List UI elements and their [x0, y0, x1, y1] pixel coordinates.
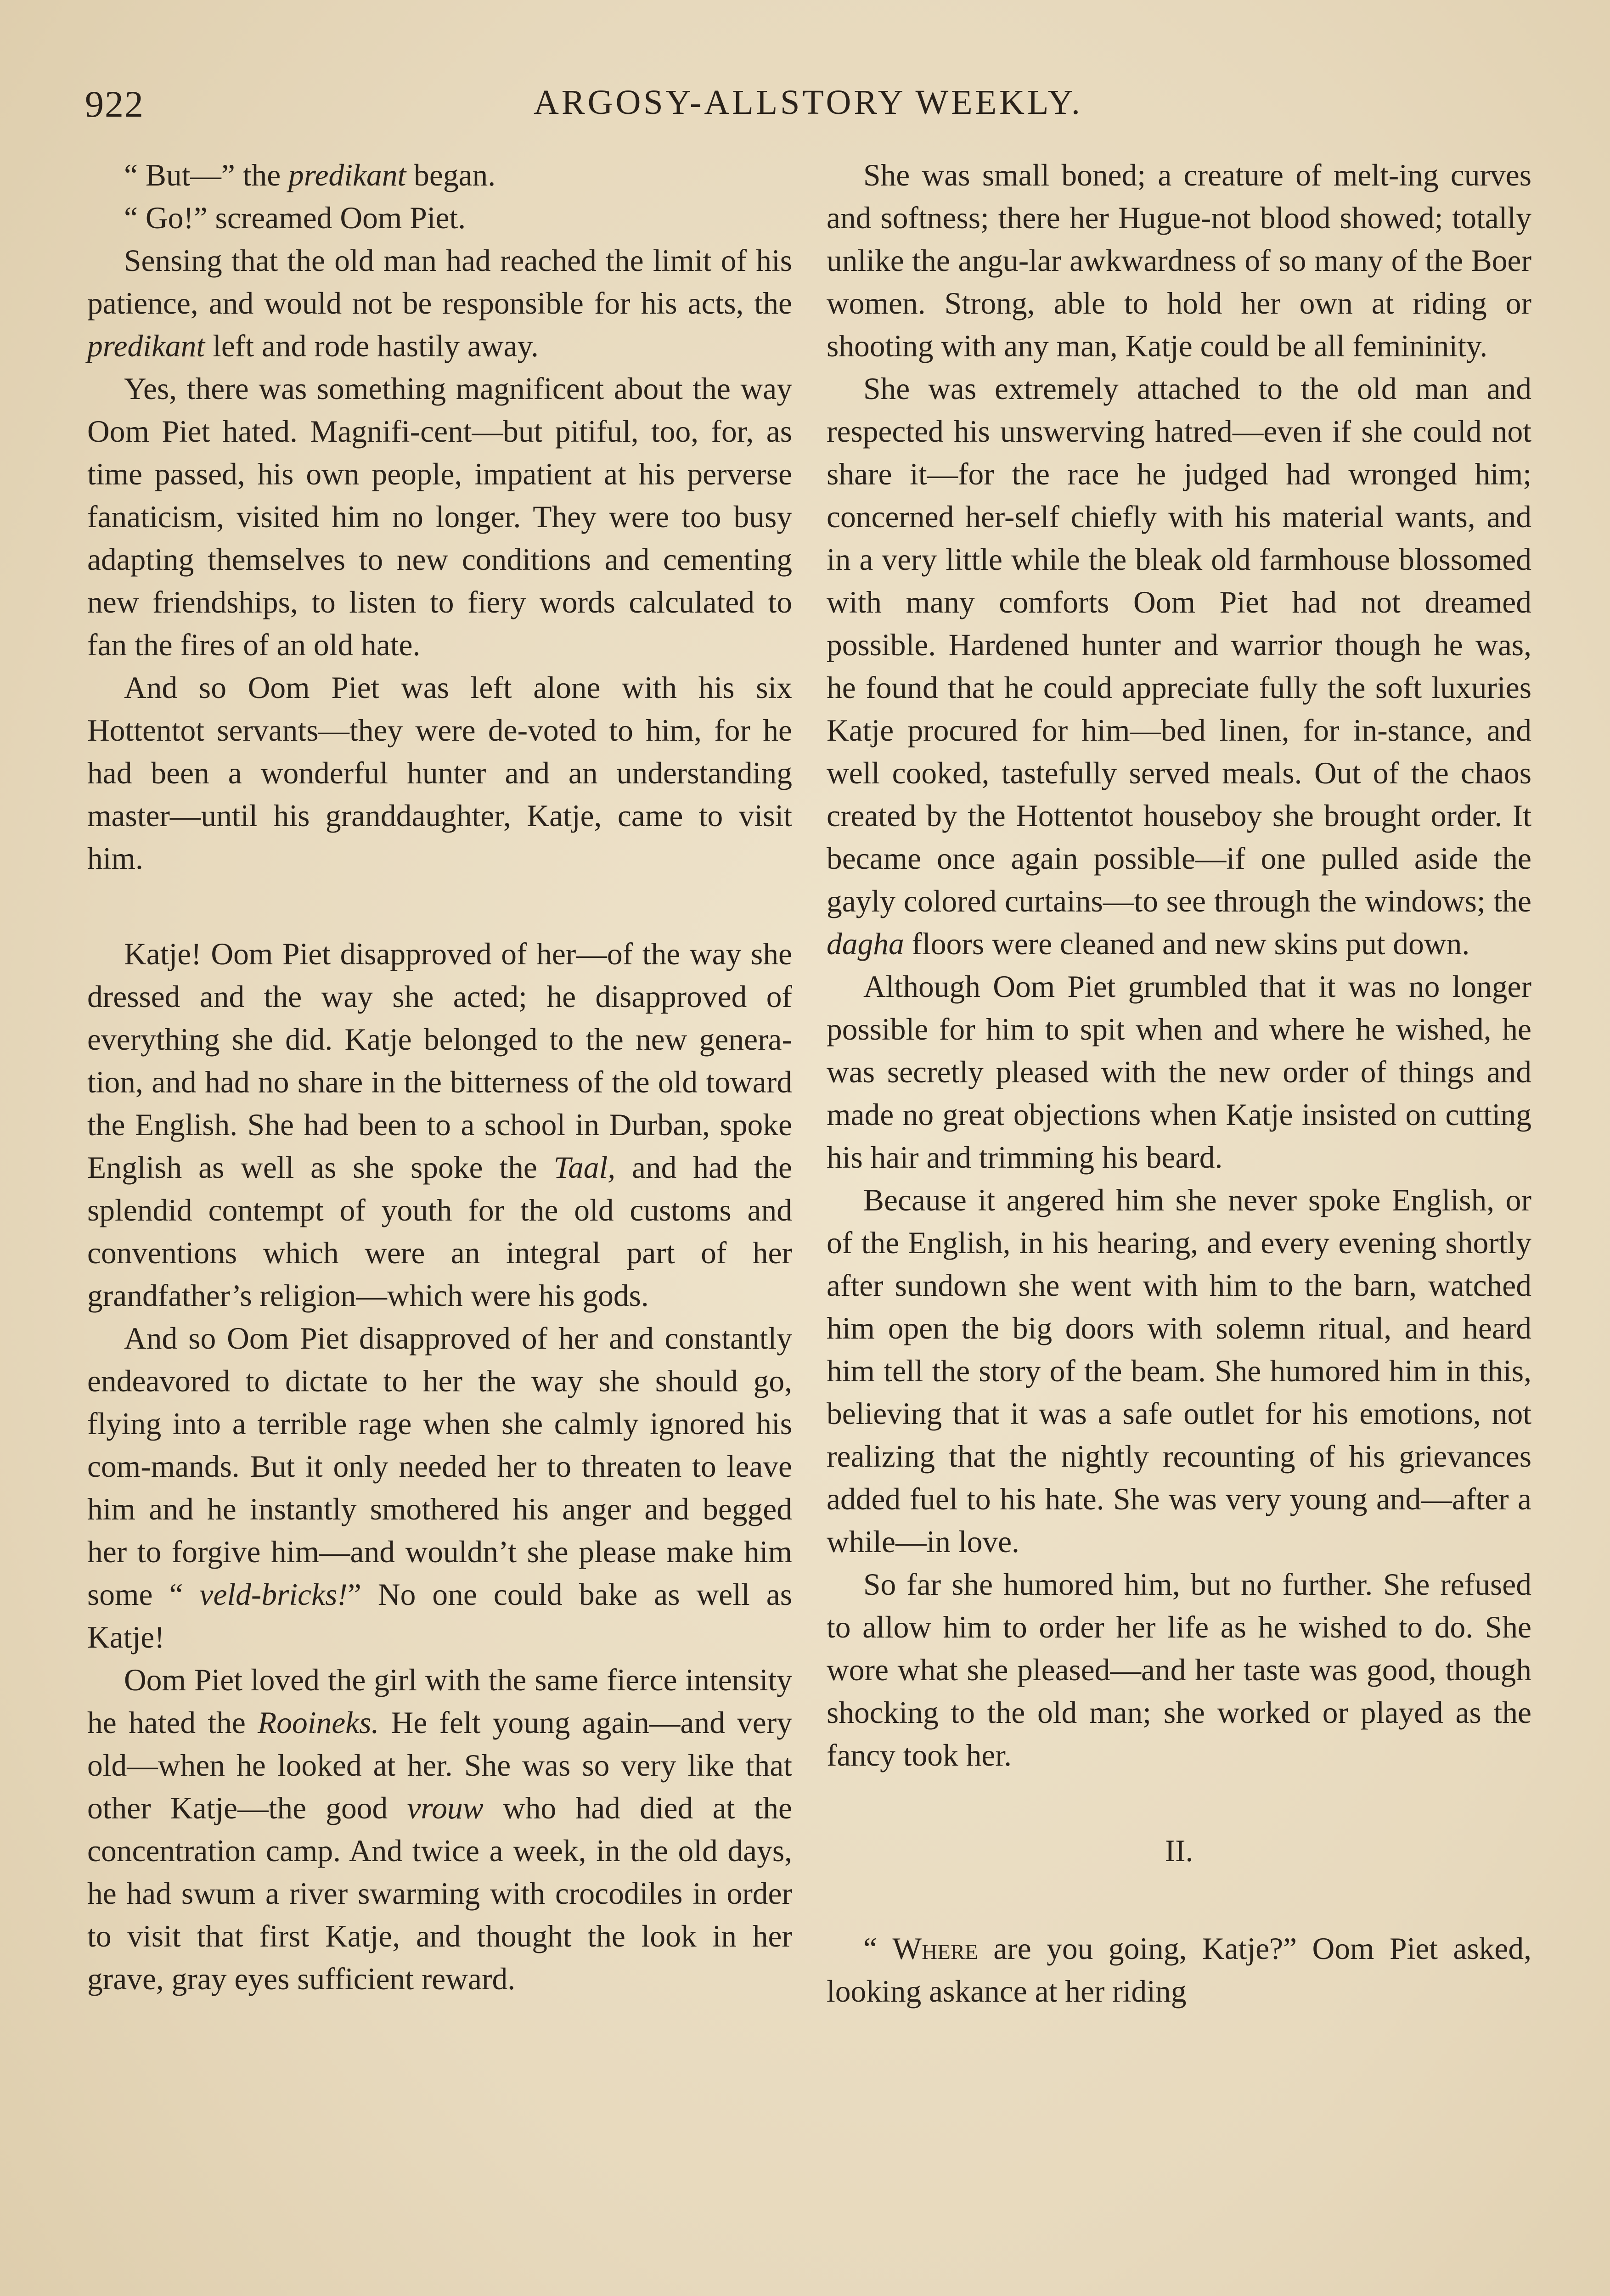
paragraph: Oom Piet loved the girl with the same fierce intensity he hated the Rooineks. He felt young again—and very old—when he looked at her. She was so very like that other Katje—the good vrouw who had died at the concentration camp. And twice a week, in the old days, he had swum a river swarming with crocodiles in order to visit that first Katje, and thought the look in her grave, gray eyes sufficient reward.	[87, 1663, 792, 1996]
paragraph: And so Oom Piet disapproved of her and constantly endeavored to dictate to her the way she should go, flying into a terrible rage when she calmly ignored his com-mands. But it only needed her to threaten to leave him and he instantly smothered his anger and begged her to forgive him—and wouldn’t she please make him some “ veld-bricks!” No one could bake as well as Katje!	[87, 1321, 792, 1654]
paragraph: She was extremely attached to the old man and respected his unswerving hatred—even if she could not share it—for the race he judged had wronged him; concerned her-self chiefly with his material wants, and in a very little while the bleak old farmhouse blossomed with many comforts Oom Piet had not dreamed possible. Hardened hunter and warrior though he was, he found that he could appreciate fully the soft luxuries Katje procured for him—bed linen, for in-stance, and well cooked, tastefully served meals. Out of the chaos created by the Hottentot houseboy she brought order. It became once again possible—if one pulled aside the gayly colored curtains—to see through the windows; the dagha floors were cleaned and new skins put down.	[827, 371, 1531, 961]
paragraph: Although Oom Piet grumbled that it was no longer possible for him to spit when and where he wished, he was secretly pleased with the new order of things and made no great objections when Katje insisted on cutting his hair and trimming his beard.	[827, 969, 1531, 1175]
section-heading: II.	[1165, 1834, 1193, 1868]
page-number: 922	[85, 83, 144, 125]
paragraph: “ Where are you going, Katje?” Oom Piet asked, looking askance at her riding	[827, 1931, 1531, 2009]
running-head: ARGOSY-ALLSTORY WEEKLY.	[534, 83, 1083, 122]
left-column	[87, 154, 792, 2000]
paragraph: And so Oom Piet was left alone with his six Hottentot servants—they were de-voted to him, for he had been a wonderful hunter and an understanding master—until his granddaughter, Katje, came to visit him.	[87, 670, 792, 876]
paragraph: She was small boned; a creature of melt-ing curves and softness; there her Hugue-not blood showed; totally unlike the angu-lar awkwardness of so many of the Boer women. Strong, able to hold her own at riding or shooting with any man, Katje could be all femininity.	[827, 158, 1531, 363]
paragraph: Yes, there was something magnificent about the way Oom Piet hated. Magnifi-cent—but pitiful, too, for, as time passed, his own people, impatient at his perverse fanaticism, visited him no longer. They were too busy adapting themselves to new conditions and cementing new friendships, to listen to fiery words calculated to fan the fires of an old hate.	[87, 371, 792, 662]
paragraph: Because it angered him she never spoke English, or of the English, in his hearing, and every evening shortly after sundown she went with him to the barn, watched him open the big doors with solemn ritual, and heard him tell the story of the beam. She humored him in this, believing that it was a safe outlet for his emotions, not realizing that the nightly recounting of his grievances added fuel to his hate. She was very young and—after a while—in love.	[827, 1183, 1531, 1559]
page-header	[85, 78, 1531, 133]
paragraph: “ But—” the predikant began.	[124, 158, 496, 192]
paragraph: So far she humored him, but no further. She refused to allow him to order her life as he wished to do. She wore what she pleased—and her taste was good, though shocking to the old man; she worked or played as the fancy took her.	[827, 1567, 1531, 1773]
right-column	[827, 154, 1531, 2013]
paragraph: Sensing that the old man had reached the limit of his patience, and would not be responsible for his acts, the predikant left and rode hastily away.	[87, 243, 792, 363]
paragraph: Katje! Oom Piet disapproved of her—of the way she dressed and the way she acted; he disapproved of everything she did. Katje belonged to the new genera-tion, and had no share in the bitterness of the old toward the English. She had been to a school in Durban, spoke English as well as she spoke the Taal, and had the splendid contempt of youth for the old customs and conventions which were an integral part of her grandfather’s religion—which were his gods.	[87, 937, 792, 1313]
paragraph: “ Go!” screamed Oom Piet.	[124, 201, 466, 235]
